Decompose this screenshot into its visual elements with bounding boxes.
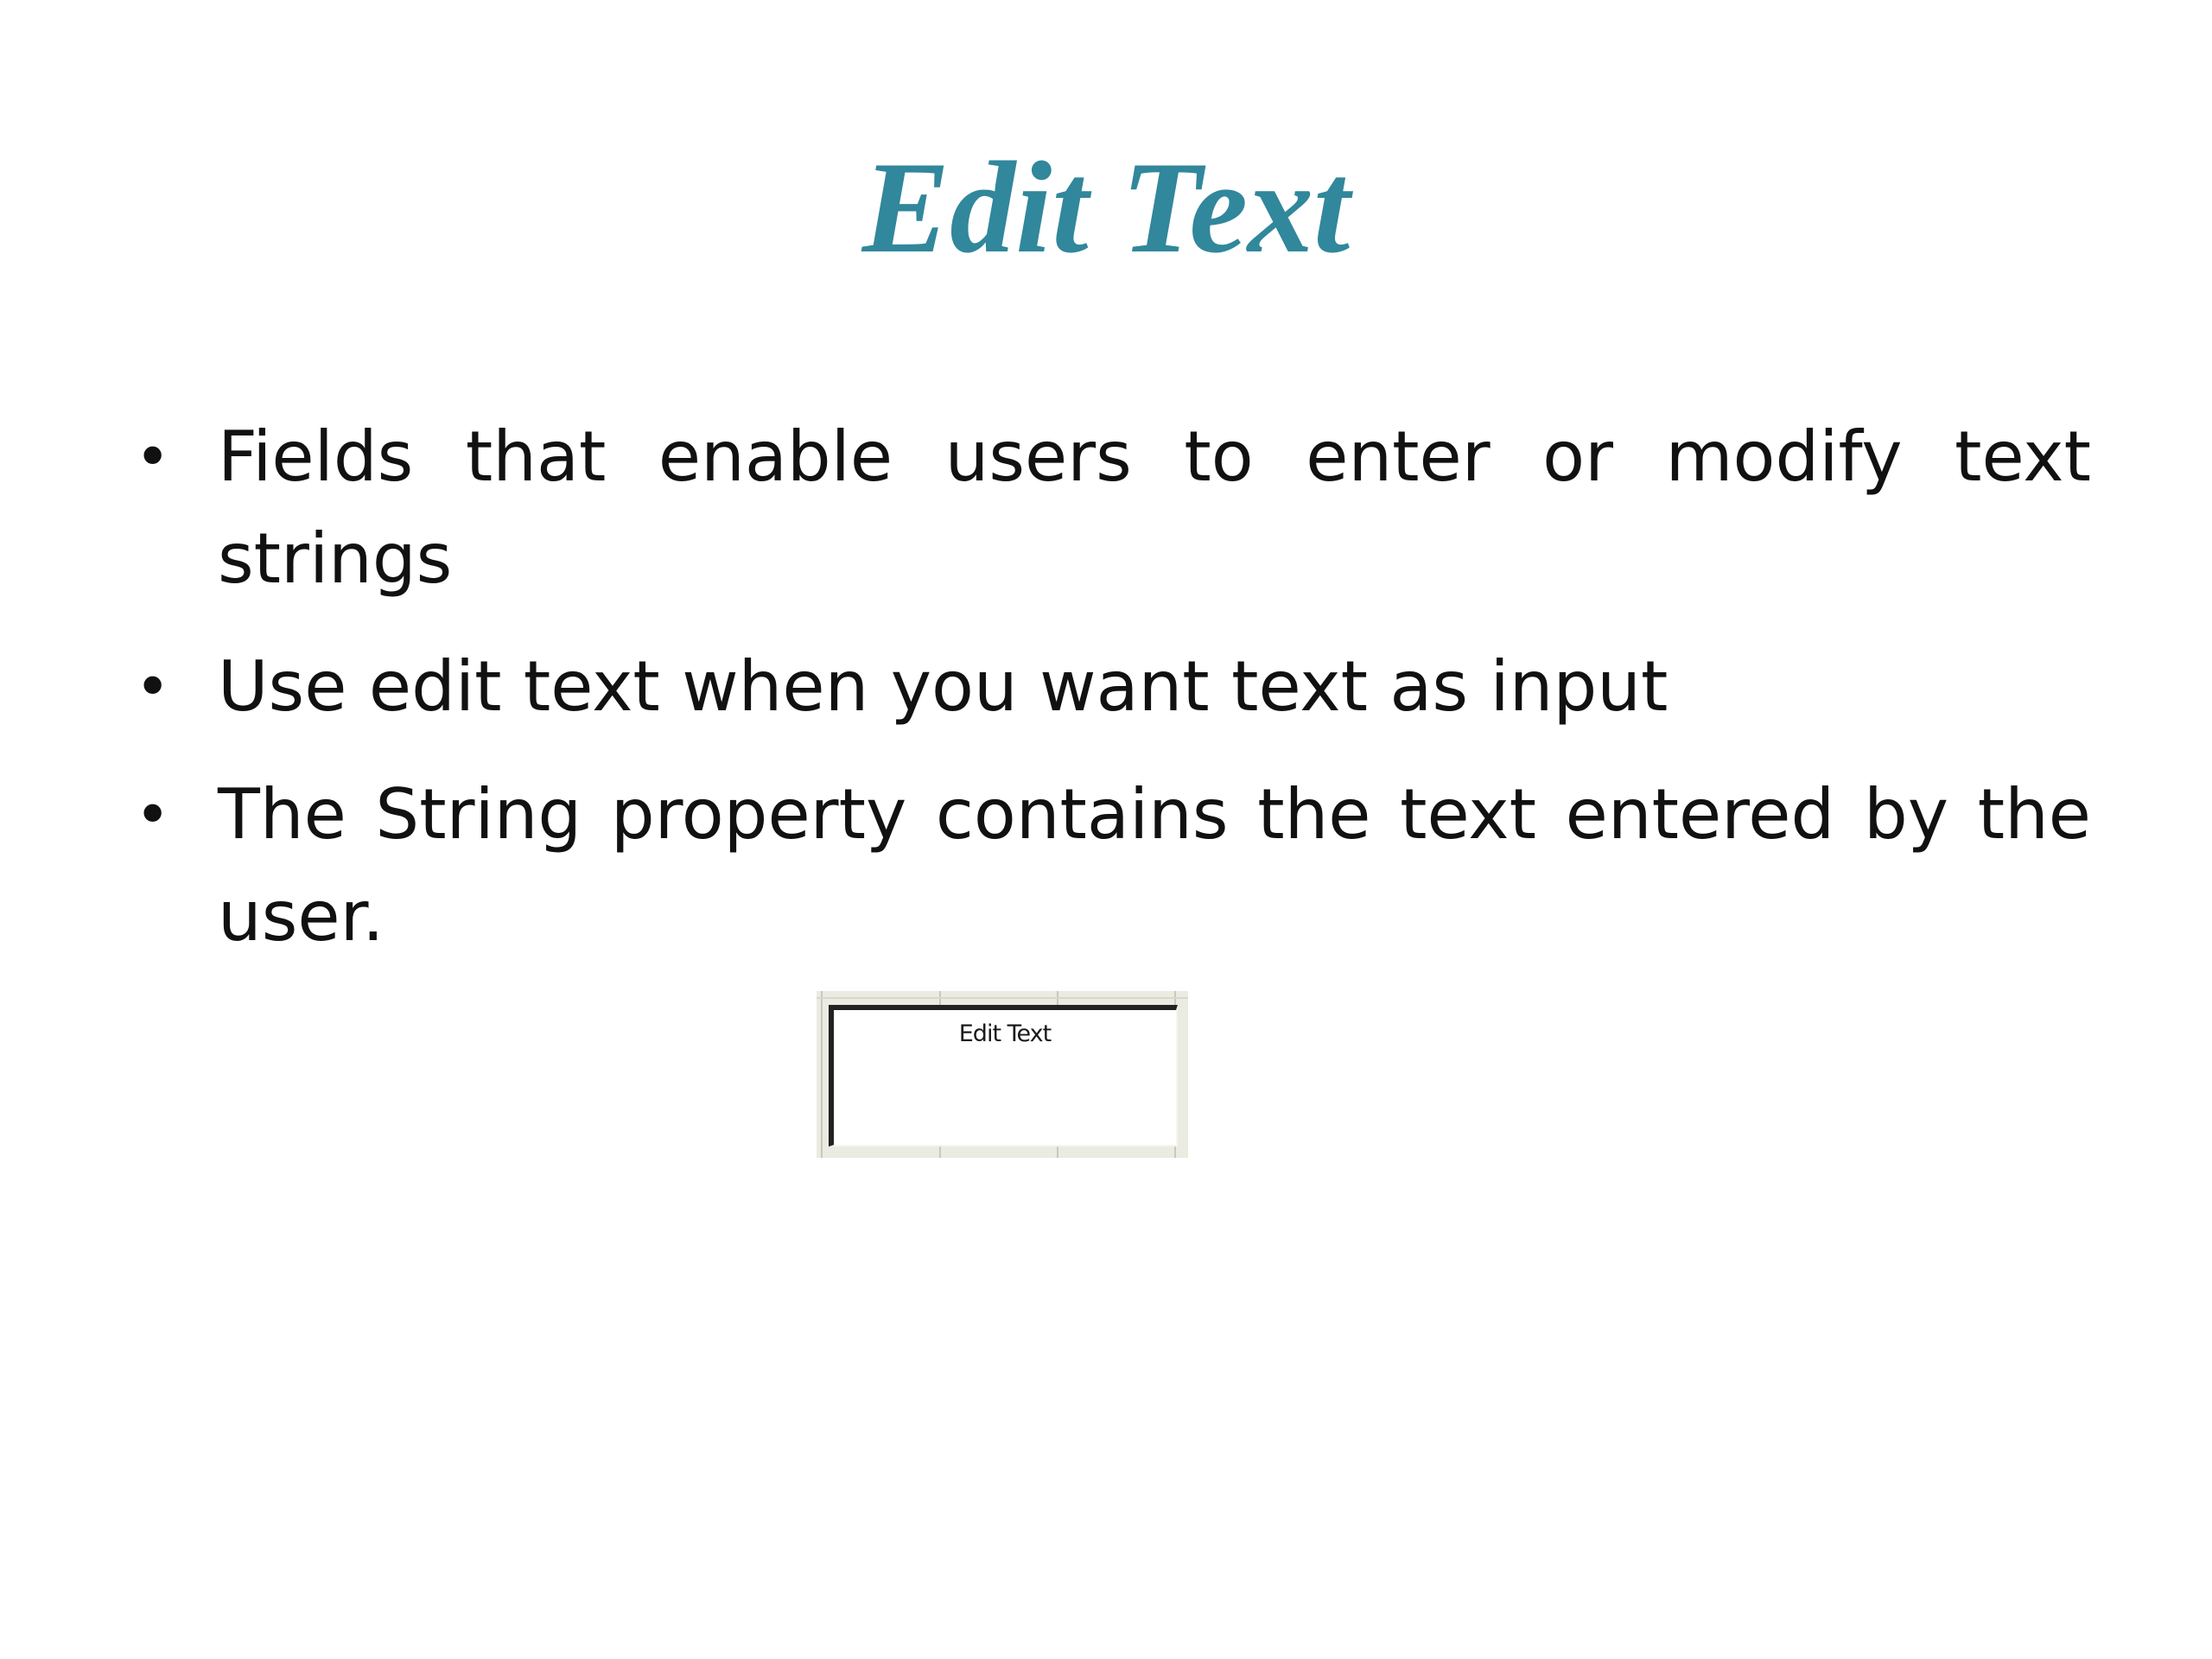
edit-text-widget-preview <box>817 991 1188 1158</box>
bullet-item <box>128 636 2091 738</box>
bullet-text: The String property contains the text entered by the user. <box>218 774 2091 957</box>
edit-text-field-value: Edit Text <box>958 1020 1052 1047</box>
bullet-dot-icon: • <box>135 779 171 850</box>
bullet-dot-icon: • <box>135 422 171 493</box>
bullet-list <box>128 406 2091 994</box>
slide-title: Edit Text <box>861 135 1351 280</box>
bullet-text: Use edit text when you want text as input <box>218 646 1669 727</box>
bullet-text: Fields that enable users to enter or modify text strings <box>218 416 2091 599</box>
bullet-item <box>128 764 2091 968</box>
bullet-item <box>128 406 2091 610</box>
bullet-dot-icon: • <box>135 652 171 722</box>
edit-text-field[interactable] <box>829 1005 1178 1147</box>
